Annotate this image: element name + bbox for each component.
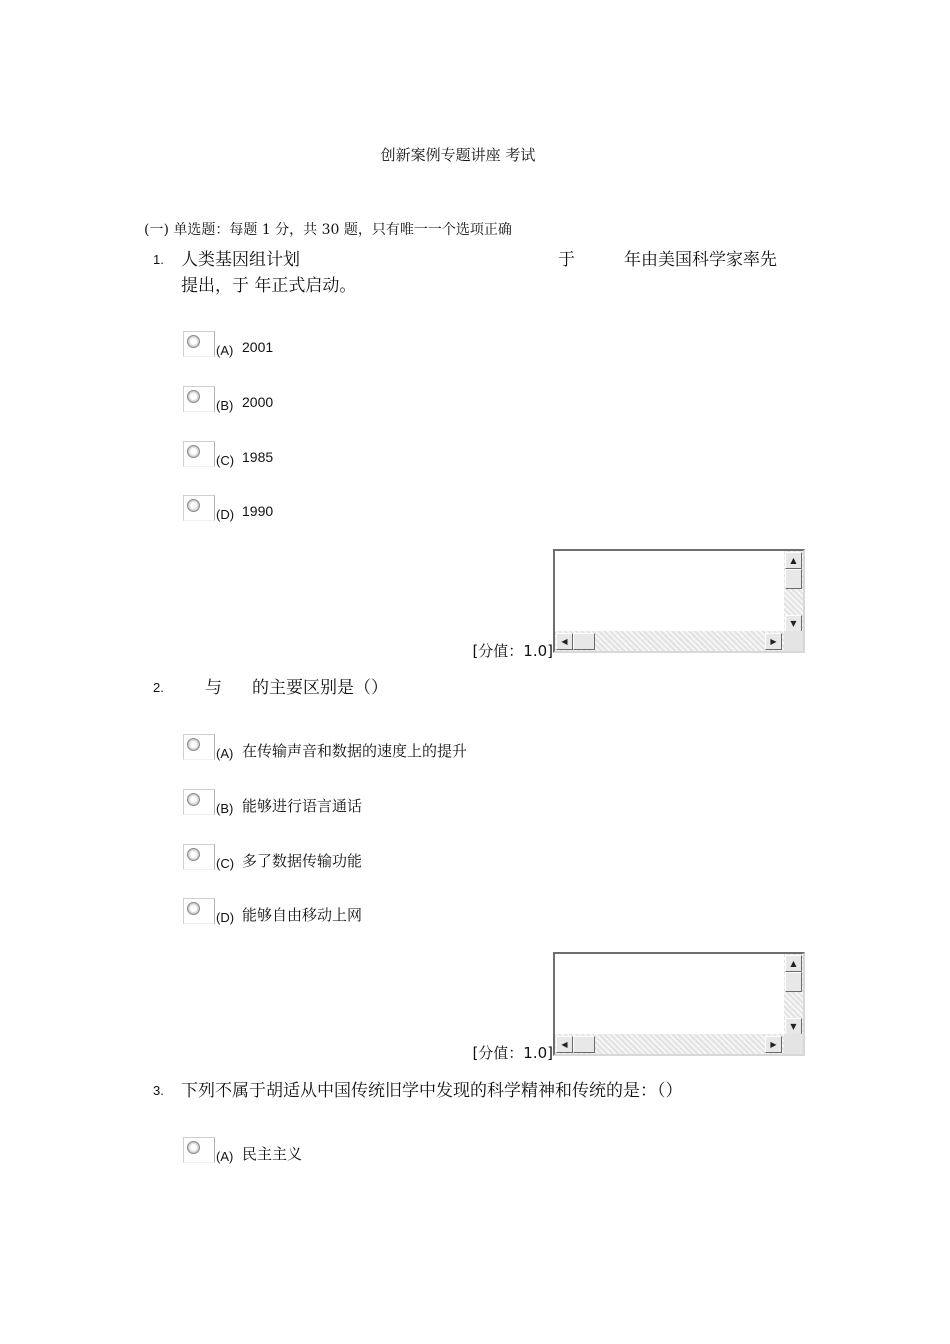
question-text: 的主要区别是（） [252,678,388,698]
page-title: 创新案例专题讲座 考试 [380,146,536,164]
scroll-thumb[interactable] [785,972,802,992]
question-number: 2. [153,680,164,695]
option-letter: (C) [216,856,235,871]
option-letter: (A) [216,746,234,761]
score-label: [分值：1.0] [472,1044,553,1062]
option-d-radio[interactable] [183,495,215,521]
radio-circle-icon [187,390,200,403]
scroll-thumb[interactable] [573,633,595,650]
option-a-radio[interactable] [183,331,215,357]
answer-textarea[interactable] [553,549,805,653]
radio-circle-icon [187,848,200,861]
horizontal-scrollbar[interactable] [555,631,784,651]
option-letter: (A) [216,1149,234,1164]
question-number: 1. [153,252,164,267]
option-text: 在传输声音和数据的速度上的提升 [242,742,468,760]
question-text: 下列不属于胡适从中国传统旧学中发现的科学精神和传统的是：（） [181,1081,683,1101]
option-text: 多了数据传输功能 [242,852,363,870]
option-letter: (B) [216,398,234,413]
option-text: 能够自由移动上网 [242,906,363,924]
option-letter: (D) [216,910,235,925]
question-text: 与 [205,678,222,698]
option-text: 民主主义 [242,1145,303,1163]
scroll-corner [784,631,803,651]
scroll-down-icon[interactable]: ▼ [785,615,802,632]
radio-circle-icon [187,335,200,348]
option-text: 2000 [242,394,274,410]
scroll-left-icon[interactable]: ◀ [556,633,573,650]
option-d-radio[interactable] [183,898,215,924]
answer-textarea[interactable] [553,952,805,1056]
scroll-right-icon[interactable]: ▶ [765,1036,782,1053]
question-text: 于 [558,250,575,270]
radio-circle-icon [187,902,200,915]
scroll-corner [784,1034,803,1054]
option-text: 能够进行语言通话 [242,797,363,815]
question-number: 3. [153,1083,164,1098]
scroll-up-icon[interactable]: ▲ [785,552,802,569]
scroll-down-icon[interactable]: ▼ [785,1018,802,1035]
radio-circle-icon [187,1141,200,1154]
option-b-radio[interactable] [183,386,215,412]
option-letter: (D) [216,507,235,522]
scroll-thumb[interactable] [785,569,802,589]
question-text: 提出，于 年正式启动。 [181,276,357,296]
score-label: [分值：1.0] [472,642,553,660]
scroll-up-icon[interactable]: ▲ [785,955,802,972]
option-c-radio[interactable] [183,441,215,467]
vertical-scrollbar[interactable] [784,551,803,633]
scroll-left-icon[interactable]: ◀ [556,1036,573,1053]
radio-circle-icon [187,499,200,512]
radio-circle-icon [187,793,200,806]
horizontal-scrollbar[interactable] [555,1034,784,1054]
option-text: 1990 [242,503,274,519]
question-text: 人类基因组计划 [181,250,300,270]
option-letter: (C) [216,453,235,468]
option-b-radio[interactable] [183,789,215,815]
radio-circle-icon [187,445,200,458]
option-letter: (B) [216,801,234,816]
option-a-radio[interactable] [183,1137,215,1163]
vertical-scrollbar[interactable] [784,954,803,1036]
option-a-radio[interactable] [183,734,215,760]
option-text: 1985 [242,449,274,465]
question-text: 年由美国科学家率先 [624,250,777,270]
scroll-thumb[interactable] [573,1036,595,1053]
option-c-radio[interactable] [183,844,215,870]
option-letter: (A) [216,343,234,358]
radio-circle-icon [187,738,200,751]
option-text: 2001 [242,339,274,355]
scroll-right-icon[interactable]: ▶ [765,633,782,650]
section-heading: (一) 单选题：每题 1 分，共 30 题，只有唯一一个选项正确 [144,222,512,238]
